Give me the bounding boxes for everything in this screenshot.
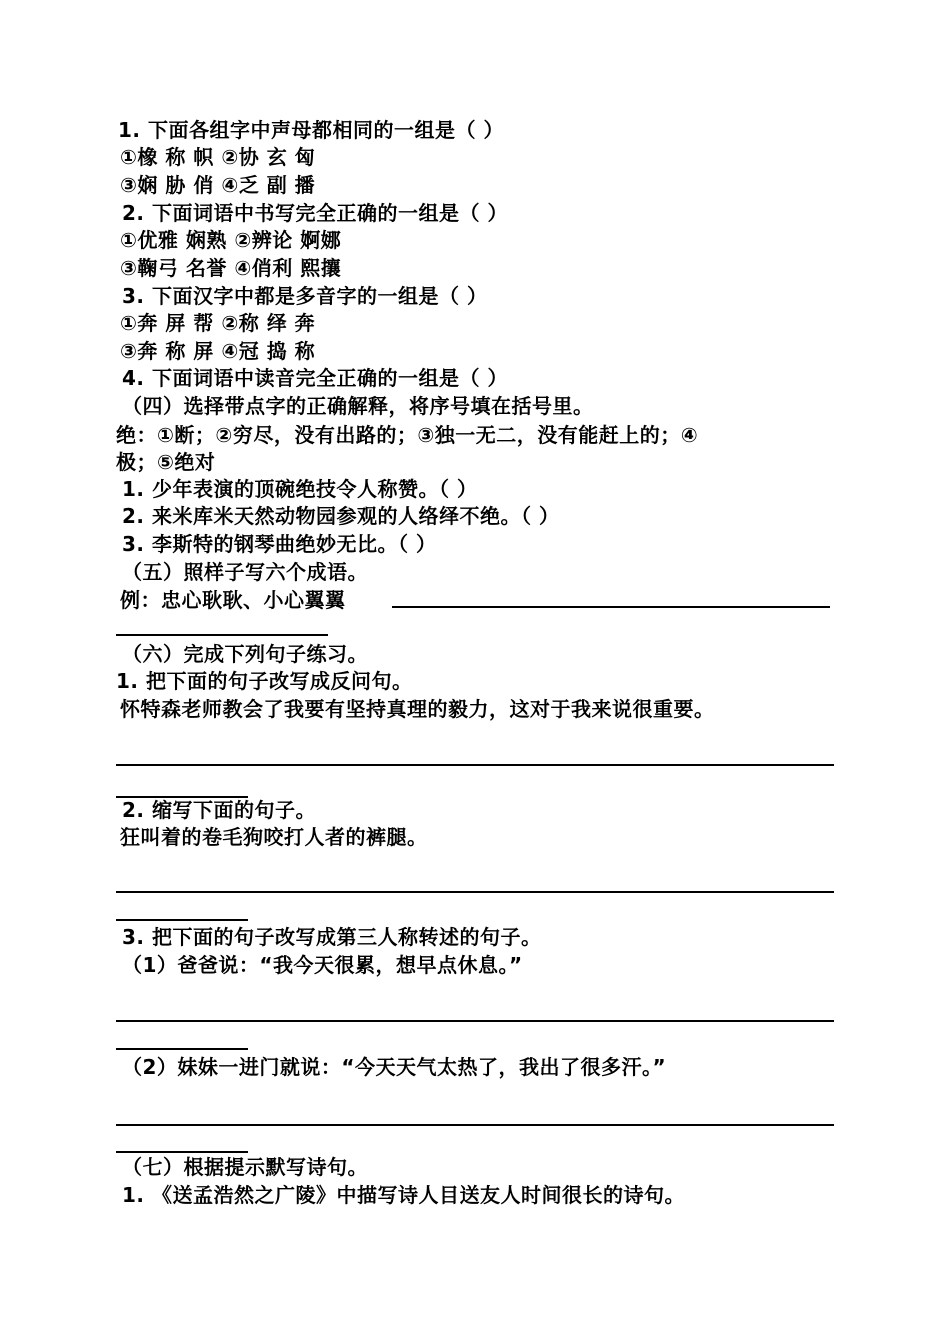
answer-line <box>116 891 834 893</box>
question-1: 1. 下面各组字中声母都相同的一组是（ ） <box>118 118 504 142</box>
question-3: 3. 下面汉字中都是多音字的一组是（ ） <box>122 284 488 308</box>
example-line: 例：忠心耿耿、小心翼翼 <box>120 588 346 612</box>
option-1-2: ①橡 称 帜 ②协 玄 匈 <box>120 145 316 169</box>
section-5-heading: （五）照样子写六个成语。 <box>122 560 368 584</box>
answer-line <box>116 1048 248 1050</box>
exercise-3-item-2: （2）妹妹一进门就说：“今天天气太热了，我出了很多汗。” <box>122 1055 667 1079</box>
section-7-heading: （七）根据提示默写诗句。 <box>122 1155 368 1179</box>
section-6-heading: （六）完成下列句子练习。 <box>122 642 368 666</box>
exercise-3-item-1: （1）爸爸说：“我今天很累，想早点休息。” <box>122 953 523 977</box>
option-3-4: ③鞠弓 名誉 ④俏利 熙攘 <box>120 256 342 280</box>
exercise-1-title: 1. 把下面的句子改写成反问句。 <box>116 669 413 693</box>
answer-line <box>116 1020 834 1022</box>
exercise-1-sentence: 怀特森老师教会了我要有坚持真理的毅力，这对于我来说很重要。 <box>120 697 715 721</box>
option-1-2: ①优雅 娴熟 ②辨论 婀娜 <box>120 228 342 252</box>
exercise-2-sentence: 狂叫着的卷毛狗咬打人者的裤腿。 <box>120 825 428 849</box>
exercise-3-title: 3. 把下面的句子改写成第三人称转述的句子。 <box>122 925 542 949</box>
option-3-4: ③娴 胁 俏 ④乏 副 播 <box>120 173 316 197</box>
question-2: 2. 下面词语中书写完全正确的一组是（ ） <box>122 201 508 225</box>
answer-line <box>116 634 328 636</box>
option-1-2: ①奔 屏 帮 ②称 绎 奔 <box>120 311 316 335</box>
answer-line <box>392 606 830 608</box>
section-4-heading: （四）选择带点字的正确解释，将序号填在括号里。 <box>122 394 594 418</box>
sentence-item-1: 1. 少年表演的顶碗绝技令人称赞。（ ） <box>122 477 478 501</box>
sentence-item-3: 3. 李斯特的钢琴曲绝妙无比。（ ） <box>122 532 437 556</box>
option-3-4: ③奔 称 屏 ④冠 捣 称 <box>120 339 316 363</box>
question-4: 4. 下面词语中读音完全正确的一组是（ ） <box>122 366 508 390</box>
definition-line-2: 极；⑤绝对 <box>116 450 216 474</box>
answer-line <box>116 919 248 921</box>
answer-line <box>116 1124 834 1126</box>
sentence-item-2: 2. 来米库米天然动物园参观的人络绎不绝。（ ） <box>122 504 560 528</box>
definition-line-1: 绝：①断；②穷尽，没有出路的；③独一无二，没有能赶上的；④ <box>116 423 699 447</box>
answer-line <box>116 764 834 766</box>
exercise-2-title: 2. 缩写下面的句子。 <box>122 798 316 822</box>
poem-item-1: 1. 《送孟浩然之广陵》中描写诗人目送友人时间很长的诗句。 <box>122 1183 685 1207</box>
